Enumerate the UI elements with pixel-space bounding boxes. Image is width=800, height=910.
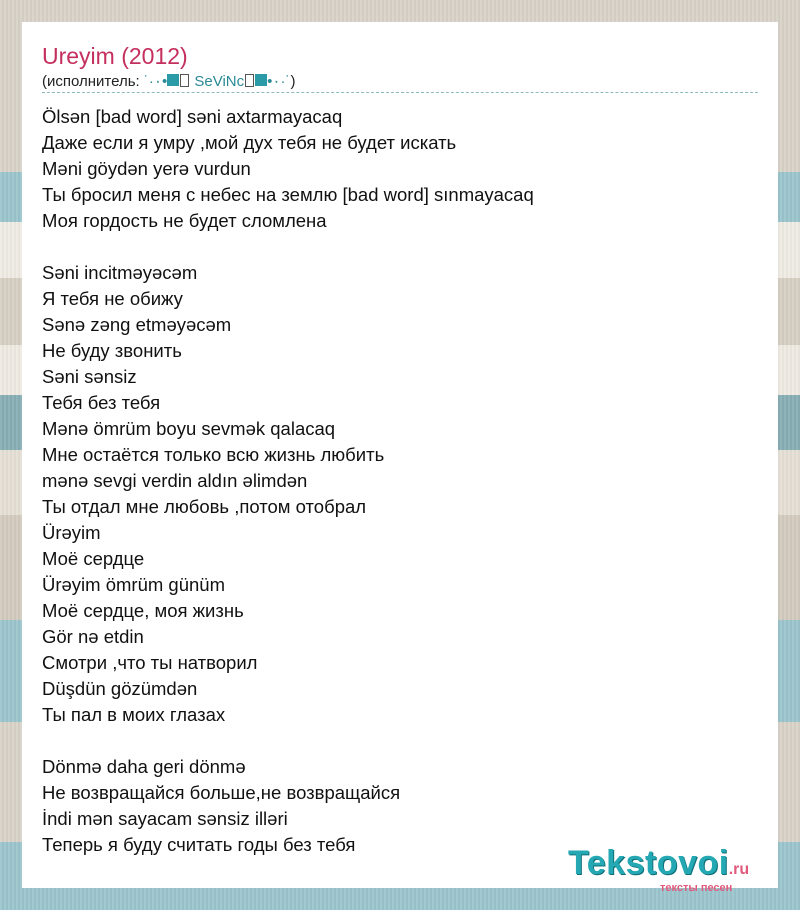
- lyric-line: [42, 234, 762, 260]
- lyric-line: Dönmə daha geri dönmə: [42, 756, 246, 777]
- logo-domain: .ru: [728, 861, 750, 878]
- lyric-line: Моя гордость не будет сломлена: [42, 210, 327, 231]
- lyric-line: Смотри ,что ты натворил: [42, 652, 258, 673]
- lyric-line: Düşdün gözümdən: [42, 678, 198, 699]
- lyric-line: Моё сердце, моя жизнь: [42, 600, 244, 621]
- lyric-line: Не возвращайся больше,не возвращайся: [42, 782, 401, 803]
- artist-prefix: (исполнитель:: [42, 73, 144, 90]
- lyric-line: [42, 728, 762, 754]
- square-icon: [167, 74, 179, 86]
- song-title: Ureyim (2012): [42, 43, 188, 69]
- lyric-line: Səni incitməyəcəm: [42, 262, 198, 283]
- lyric-line: Тебя без тебя: [42, 392, 161, 413]
- lyric-line: Моё сердце: [42, 548, 145, 569]
- artist-deco-left: ˙·٠•: [143, 73, 168, 90]
- lyric-line: Я тебя не обижу: [42, 288, 183, 309]
- lyrics-card: [22, 22, 778, 894]
- lyric-line: Даже если я умру ,мой дух тебя не будет искать: [42, 132, 457, 153]
- site-logo[interactable]: [568, 844, 750, 894]
- artist-deco-right: •٠·˙: [267, 73, 291, 90]
- missing-glyph-icon: [180, 74, 189, 87]
- lyric-line: İndi mən sayacam sənsiz illəri: [42, 808, 288, 829]
- missing-glyph-icon: [245, 74, 254, 87]
- logo-name: Tekstovoi: [568, 844, 729, 882]
- lyric-line: Ürəyim ömrüm günüm: [42, 574, 225, 595]
- lyric-line: Ölsən [bad word] səni axtarmayacaq: [42, 106, 343, 127]
- artist-link[interactable]: [144, 73, 291, 90]
- lyric-line: Sənə zəng etməyəcəm: [42, 314, 232, 335]
- lyric-line: mənə sevgi verdin aldın əlimdən: [42, 470, 308, 491]
- lyric-line: Ты бросил меня с небес на землю [bad word] sınmayacaq: [42, 184, 534, 205]
- lyric-line: Не буду звонить: [42, 340, 182, 361]
- lyric-line: Теперь я буду считать годы без тебя: [42, 834, 356, 855]
- lyrics-text: [42, 104, 762, 858]
- lyric-line: Ты отдал мне любовь ,потом отобрал: [42, 496, 367, 517]
- logo-tagline: тексты песен: [660, 882, 733, 894]
- lyric-line: Məni göydən yerə vurdun: [42, 158, 251, 179]
- lyric-line: Ты пал в моих глазах: [42, 704, 226, 725]
- artist-line: [42, 73, 295, 91]
- lyric-line: Səni sənsiz: [42, 366, 137, 387]
- artist-suffix: ): [290, 73, 296, 90]
- lyric-line: Mənə ömrüm boyu sevmək qalacaq: [42, 418, 336, 439]
- lyric-line: Мне остаётся только всю жизнь любить: [42, 444, 385, 465]
- lyric-line: Ürəyim: [42, 522, 101, 543]
- artist-name: SeViNc: [194, 73, 245, 90]
- lyric-line: Gör nə etdin: [42, 626, 144, 647]
- square-icon: [255, 74, 267, 86]
- divider: [42, 92, 758, 93]
